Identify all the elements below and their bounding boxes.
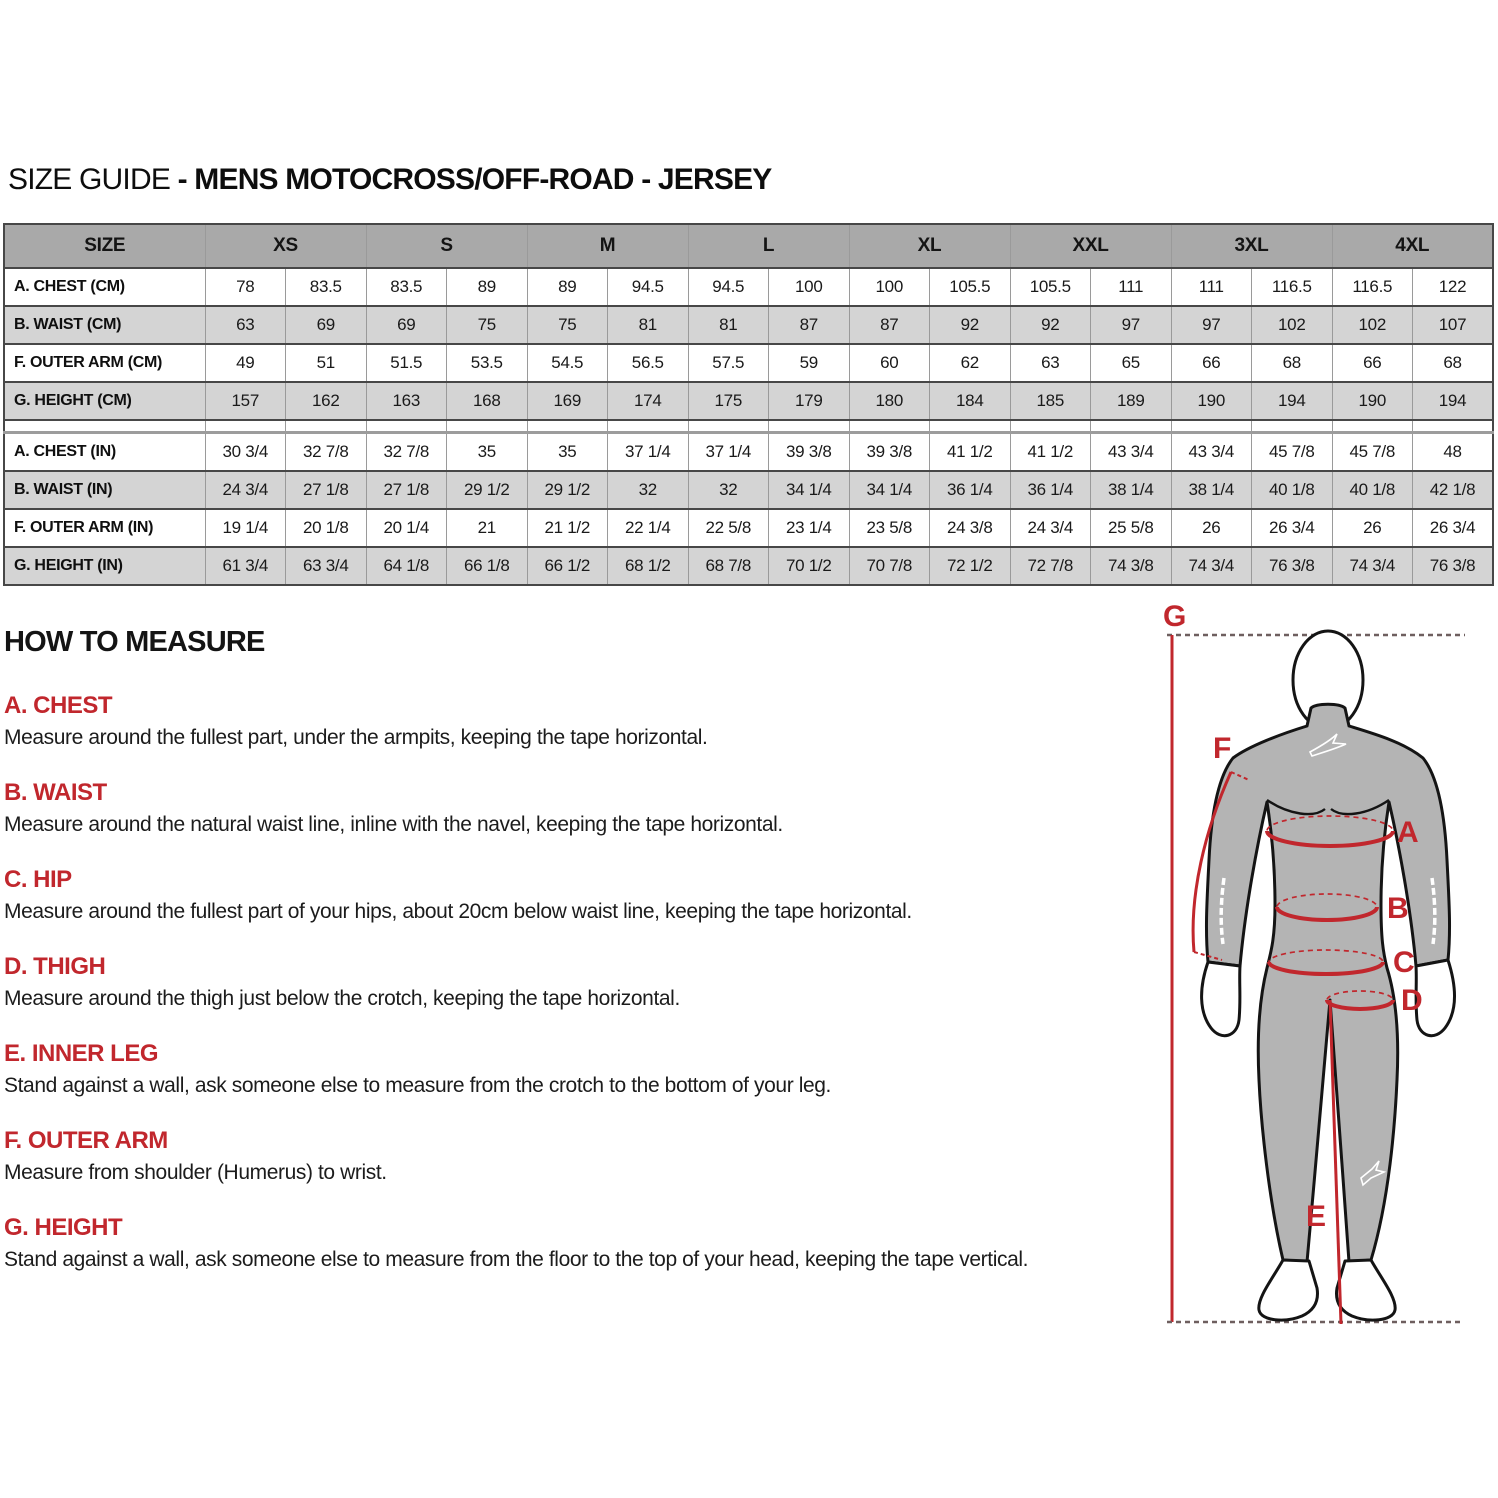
size-value-cell: 27 1/8 (286, 471, 367, 509)
how-to-measure-heading: HOW TO MEASURE (4, 626, 265, 658)
size-value-cell: 190 (1171, 382, 1252, 420)
how-to-measure-section (4, 626, 1129, 1301)
spacer-cell (930, 420, 1011, 433)
size-value-cell: 38 1/4 (1091, 471, 1172, 509)
size-value-cell: 74 3/8 (1091, 547, 1172, 585)
spacer-cell (527, 420, 608, 433)
size-value-cell: 32 7/8 (366, 433, 447, 472)
table-row (4, 547, 1493, 585)
size-value-cell: 19 1/4 (205, 509, 286, 547)
size-value-cell: 41 1/2 (930, 433, 1011, 472)
size-header-xs: XS (205, 224, 366, 268)
size-value-cell: 32 (608, 471, 689, 509)
size-value-cell: 36 1/4 (930, 471, 1011, 509)
size-header-xl: XL (849, 224, 1010, 268)
size-value-cell: 24 3/4 (205, 471, 286, 509)
size-value-cell: 81 (688, 306, 769, 344)
size-value-cell: 76 3/8 (1413, 547, 1494, 585)
size-value-cell: 89 (447, 268, 528, 306)
label-g: G (1163, 600, 1187, 633)
size-value-cell: 175 (688, 382, 769, 420)
label-c: C (1393, 946, 1415, 979)
row-label: F. OUTER ARM (CM) (4, 344, 205, 382)
size-header-l: L (688, 224, 849, 268)
size-value-cell: 74 3/4 (1332, 547, 1413, 585)
size-value-cell: 102 (1252, 306, 1333, 344)
size-value-cell: 68 1/2 (608, 547, 689, 585)
size-value-cell: 29 1/2 (527, 471, 608, 509)
table-row (4, 382, 1493, 420)
size-value-cell: 30 3/4 (205, 433, 286, 472)
size-value-cell: 34 1/4 (769, 471, 850, 509)
size-value-cell: 194 (1413, 382, 1494, 420)
table-row (4, 433, 1493, 472)
measure-item-description: Measure around the thigh just below the crotch, keeping the tape horizontal. (4, 987, 680, 1010)
measure-item-title: E. INNER LEG (4, 1040, 159, 1067)
measure-item (4, 866, 1129, 925)
measure-items (4, 692, 1129, 1273)
size-value-cell: 111 (1171, 268, 1252, 306)
size-value-cell: 22 5/8 (688, 509, 769, 547)
size-value-cell: 63 (205, 306, 286, 344)
size-header-4xl: 4XL (1332, 224, 1493, 268)
size-value-cell: 32 7/8 (286, 433, 367, 472)
size-value-cell: 68 (1252, 344, 1333, 382)
size-value-cell: 66 (1332, 344, 1413, 382)
size-value-cell: 61 3/4 (205, 547, 286, 585)
measure-item-description: Stand against a wall, ask someone else to measure from the floor to the top of your head, keeping the tape vertical. (4, 1248, 1029, 1271)
table-row (4, 306, 1493, 344)
size-value-cell: 27 1/8 (366, 471, 447, 509)
size-value-cell: 92 (930, 306, 1011, 344)
measure-item-description: Stand against a wall, ask someone else to measure from the crotch to the bottom of your leg. (4, 1074, 831, 1097)
row-label: F. OUTER ARM (IN) (4, 509, 205, 547)
size-value-cell: 20 1/8 (286, 509, 367, 547)
size-value-cell: 51.5 (366, 344, 447, 382)
row-label: G. HEIGHT (IN) (4, 547, 205, 585)
size-value-cell: 24 3/4 (1010, 509, 1091, 547)
label-d: D (1401, 984, 1423, 1017)
size-header-row (4, 224, 1493, 268)
size-value-cell: 23 5/8 (849, 509, 930, 547)
table-row (4, 509, 1493, 547)
page-title (8, 163, 772, 197)
size-value-cell: 45 7/8 (1252, 433, 1333, 472)
spacer-cell (608, 420, 689, 433)
size-value-cell: 37 1/4 (688, 433, 769, 472)
size-value-cell: 39 3/8 (769, 433, 850, 472)
measure-item (4, 1040, 1129, 1099)
size-value-cell: 69 (366, 306, 447, 344)
label-a: A (1397, 816, 1419, 849)
size-header-s: S (366, 224, 527, 268)
size-value-cell: 190 (1332, 382, 1413, 420)
row-label: A. CHEST (IN) (4, 433, 205, 472)
spacer-cell (366, 420, 447, 433)
table-row (4, 268, 1493, 306)
size-value-cell: 51 (286, 344, 367, 382)
measure-item (4, 779, 1129, 838)
size-value-cell: 26 3/4 (1252, 509, 1333, 547)
size-value-cell: 75 (527, 306, 608, 344)
size-value-cell: 185 (1010, 382, 1091, 420)
row-label: A. CHEST (CM) (4, 268, 205, 306)
size-value-cell: 43 3/4 (1091, 433, 1172, 472)
size-value-cell: 23 1/4 (769, 509, 850, 547)
spacer-cell (1252, 420, 1333, 433)
size-value-cell: 62 (930, 344, 1011, 382)
size-header-xxl: XXL (1010, 224, 1171, 268)
size-value-cell: 48 (1413, 433, 1494, 472)
size-value-cell: 68 7/8 (688, 547, 769, 585)
size-value-cell: 24 3/8 (930, 509, 1011, 547)
size-value-cell: 122 (1413, 268, 1494, 306)
size-value-cell: 66 (1171, 344, 1252, 382)
size-value-cell: 54.5 (527, 344, 608, 382)
size-value-cell: 83.5 (366, 268, 447, 306)
measure-item-description: Measure around the fullest part of your hips, about 20cm below waist line, keeping the tape horizontal. (4, 900, 912, 923)
size-value-cell: 22 1/4 (608, 509, 689, 547)
size-value-cell: 68 (1413, 344, 1494, 382)
size-value-cell: 35 (447, 433, 528, 472)
table-row (4, 344, 1493, 382)
size-value-cell: 83.5 (286, 268, 367, 306)
measurement-figure (1125, 600, 1498, 1390)
size-value-cell: 72 1/2 (930, 547, 1011, 585)
size-value-cell: 162 (286, 382, 367, 420)
size-value-cell: 111 (1091, 268, 1172, 306)
size-value-cell: 75 (447, 306, 528, 344)
size-value-cell: 65 (1091, 344, 1172, 382)
measure-item (4, 1127, 1129, 1186)
measure-item-title: A. CHEST (4, 692, 113, 719)
size-value-cell: 100 (769, 268, 850, 306)
measure-item-description: Measure around the fullest part, under the armpits, keeping the tape horizontal. (4, 726, 708, 749)
figure-left-hand (1202, 962, 1240, 1036)
size-value-cell: 42 1/8 (1413, 471, 1494, 509)
spacer-cell (1413, 420, 1494, 433)
size-header-m: M (527, 224, 688, 268)
size-value-cell: 59 (769, 344, 850, 382)
size-value-cell: 97 (1091, 306, 1172, 344)
spacer-cell (286, 420, 367, 433)
size-value-cell: 53.5 (447, 344, 528, 382)
spacer-cell (688, 420, 769, 433)
measure-item (4, 1214, 1129, 1273)
size-value-cell: 26 (1171, 509, 1252, 547)
size-value-cell: 89 (527, 268, 608, 306)
measure-item-title: F. OUTER ARM (4, 1127, 168, 1154)
size-value-cell: 34 1/4 (849, 471, 930, 509)
table-row (4, 471, 1493, 509)
size-value-cell: 94.5 (608, 268, 689, 306)
label-b: B (1387, 892, 1409, 925)
size-value-cell: 63 3/4 (286, 547, 367, 585)
measure-item-description: Measure around the natural waist line, inline with the navel, keeping the tape horizontal. (4, 813, 783, 836)
size-value-cell: 179 (769, 382, 850, 420)
size-value-cell: 174 (608, 382, 689, 420)
size-value-cell: 35 (527, 433, 608, 472)
size-value-cell: 94.5 (688, 268, 769, 306)
size-value-cell: 64 1/8 (366, 547, 447, 585)
size-value-cell: 107 (1413, 306, 1494, 344)
size-header-label: SIZE (4, 224, 205, 268)
size-value-cell: 29 1/2 (447, 471, 528, 509)
size-value-cell: 81 (608, 306, 689, 344)
size-value-cell: 26 3/4 (1413, 509, 1494, 547)
figure-right-foot (1337, 1260, 1396, 1320)
size-value-cell: 189 (1091, 382, 1172, 420)
size-value-cell: 36 1/4 (1010, 471, 1091, 509)
size-value-cell: 26 (1332, 509, 1413, 547)
figure-left-foot (1259, 1260, 1318, 1320)
measure-item (4, 953, 1129, 1012)
row-label: G. HEIGHT (CM) (4, 382, 205, 420)
spacer-cell (447, 420, 528, 433)
row-label: B. WAIST (CM) (4, 306, 205, 344)
size-value-cell: 41 1/2 (1010, 433, 1091, 472)
size-value-cell: 168 (447, 382, 528, 420)
size-value-cell: 157 (205, 382, 286, 420)
body-diagram (1125, 600, 1498, 1390)
size-value-cell: 105.5 (930, 268, 1011, 306)
size-value-cell: 116.5 (1332, 268, 1413, 306)
measure-item-title: G. HEIGHT (4, 1214, 123, 1241)
size-value-cell: 102 (1332, 306, 1413, 344)
size-value-cell: 49 (205, 344, 286, 382)
page-title-prefix: SIZE GUIDE (8, 163, 178, 196)
spacer-row (4, 420, 1493, 433)
size-value-cell: 194 (1252, 382, 1333, 420)
size-table (3, 223, 1494, 586)
spacer-cell (205, 420, 286, 433)
size-value-cell: 116.5 (1252, 268, 1333, 306)
size-value-cell: 40 1/8 (1252, 471, 1333, 509)
size-value-cell: 66 1/2 (527, 547, 608, 585)
label-e: E (1305, 1200, 1326, 1233)
measure-item-title: B. WAIST (4, 779, 107, 806)
size-value-cell: 45 7/8 (1332, 433, 1413, 472)
size-value-cell: 21 1/2 (527, 509, 608, 547)
size-value-cell: 60 (849, 344, 930, 382)
label-f: F (1213, 732, 1232, 765)
size-value-cell: 87 (849, 306, 930, 344)
size-value-cell: 43 3/4 (1171, 433, 1252, 472)
size-value-cell: 40 1/8 (1332, 471, 1413, 509)
spacer-cell (1332, 420, 1413, 433)
spacer-cell (1171, 420, 1252, 433)
measure-item-title: C. HIP (4, 866, 72, 893)
size-value-cell: 25 5/8 (1091, 509, 1172, 547)
measure-item-description: Measure from shoulder (Humerus) to wrist. (4, 1161, 387, 1184)
size-value-cell: 180 (849, 382, 930, 420)
page-title-bold: - MENS MOTOCROSS/OFF-ROAD - JERSEY (177, 163, 772, 196)
size-value-cell: 32 (688, 471, 769, 509)
spacer-cell (1091, 420, 1172, 433)
size-value-cell: 21 (447, 509, 528, 547)
measure-item-title: D. THIGH (4, 953, 106, 980)
spacer-cell (4, 420, 205, 433)
size-value-cell: 105.5 (1010, 268, 1091, 306)
size-value-cell: 37 1/4 (608, 433, 689, 472)
spacer-cell (849, 420, 930, 433)
size-value-cell: 163 (366, 382, 447, 420)
size-value-cell: 78 (205, 268, 286, 306)
spacer-cell (1010, 420, 1091, 433)
size-value-cell: 20 1/4 (366, 509, 447, 547)
size-value-cell: 57.5 (688, 344, 769, 382)
size-header-3xl: 3XL (1171, 224, 1332, 268)
size-value-cell: 63 (1010, 344, 1091, 382)
size-value-cell: 70 1/2 (769, 547, 850, 585)
row-label: B. WAIST (IN) (4, 471, 205, 509)
size-value-cell: 76 3/8 (1252, 547, 1333, 585)
size-value-cell: 100 (849, 268, 930, 306)
spacer-cell (769, 420, 850, 433)
measure-item (4, 692, 1129, 751)
size-value-cell: 56.5 (608, 344, 689, 382)
size-value-cell: 97 (1171, 306, 1252, 344)
size-value-cell: 66 1/8 (447, 547, 528, 585)
size-value-cell: 184 (930, 382, 1011, 420)
size-value-cell: 70 7/8 (849, 547, 930, 585)
size-value-cell: 38 1/4 (1171, 471, 1252, 509)
size-value-cell: 72 7/8 (1010, 547, 1091, 585)
size-value-cell: 92 (1010, 306, 1091, 344)
size-value-cell: 87 (769, 306, 850, 344)
size-value-cell: 74 3/4 (1171, 547, 1252, 585)
size-value-cell: 39 3/8 (849, 433, 930, 472)
size-value-cell: 169 (527, 382, 608, 420)
size-value-cell: 69 (286, 306, 367, 344)
